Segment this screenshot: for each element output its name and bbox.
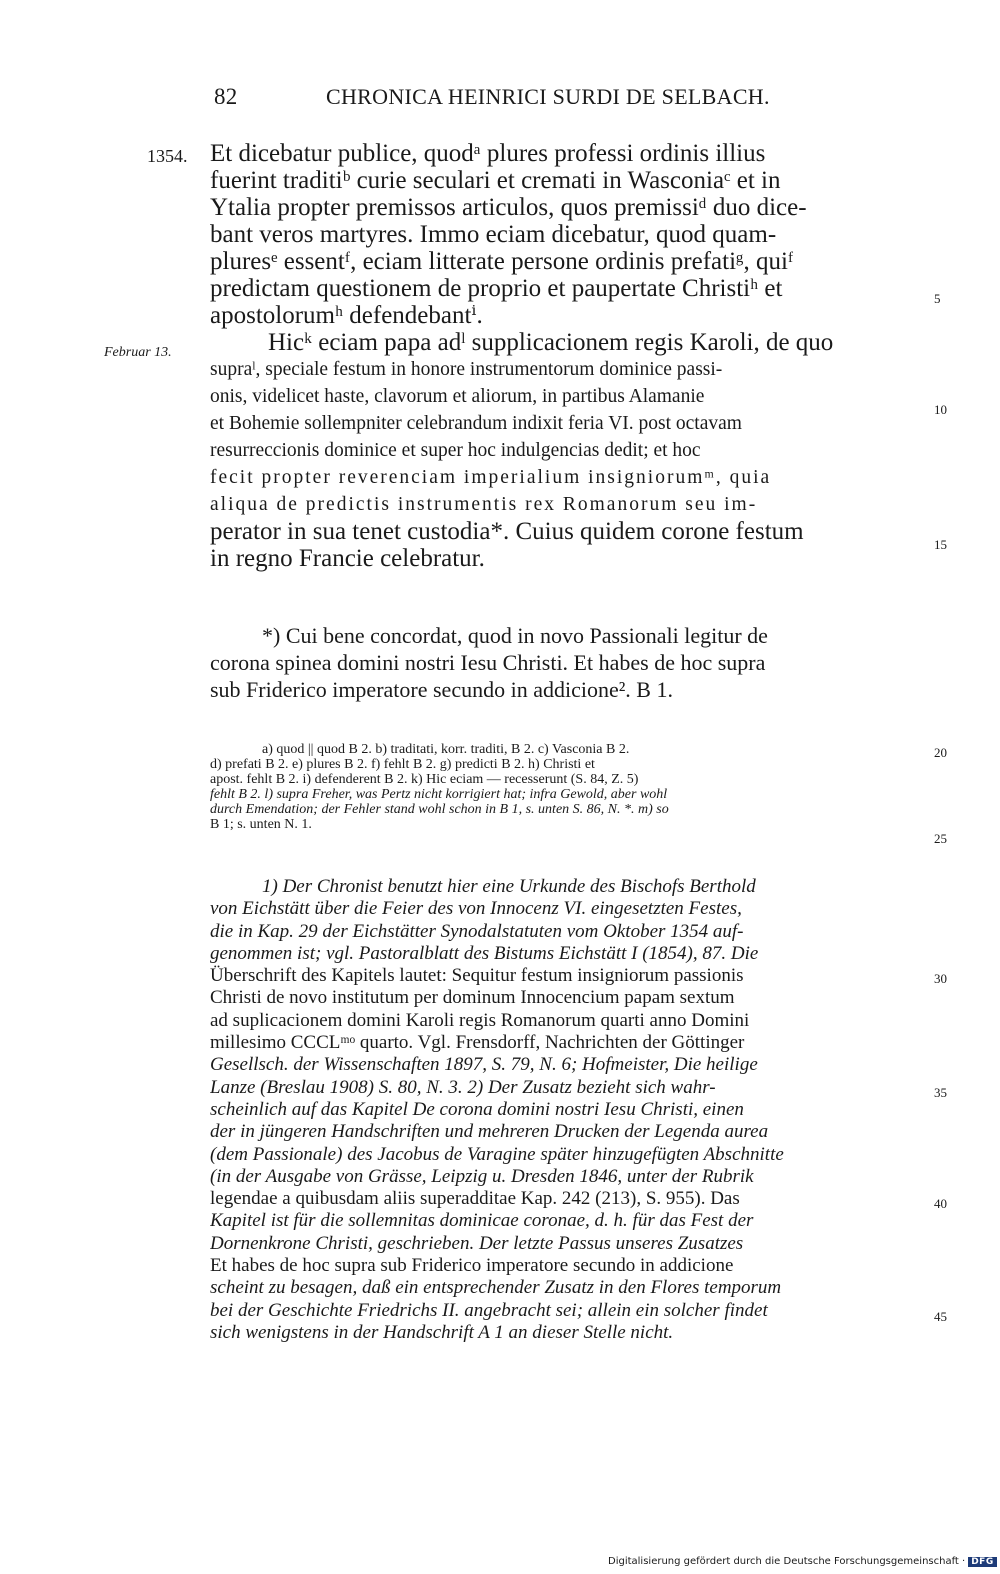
- text-line: et Bohemie sollempniter celebrandum indixit feria VI. post octavam: [210, 413, 742, 434]
- note-line: genommen ist; vgl. Pastoralblatt des Bistums Eichstätt I (1854), 87. Die: [210, 942, 759, 964]
- apparatus-line: d) prefati B 2. e) plures B 2. f) fehlt B 2. g) predicti B 2. h) Christi et: [210, 757, 595, 772]
- text-line: predictam questionem de proprio et paupertate Christiʰ et: [210, 275, 783, 302]
- line-number: 45: [934, 1309, 947, 1324]
- apparatus-line: durch Emendation; der Fehler stand wohl schon in B 1, s. unten S. 86, N. *. m) so: [210, 802, 669, 817]
- running-title: CHRONICA HEINRICI SURDI DE SELBACH.: [326, 84, 770, 109]
- note-line: von Eichstätt über die Feier des von Innocenz VI. eingesetzten Festes,: [210, 898, 742, 920]
- note-line: Christi de novo institutum per dominum Innocencium papam sextum: [210, 987, 735, 1009]
- note-line: Lanze (Breslau 1908) S. 80, N. 3. 2) Der Zusatz bezieht sich wahr-: [210, 1076, 716, 1098]
- line-number: 5: [934, 291, 941, 306]
- line-number: 30: [934, 971, 947, 986]
- note-line: 1) Der Chronist benutzt hier eine Urkunde des Bischofs Berthold: [262, 876, 756, 897]
- line-number: 25: [934, 831, 947, 846]
- addition-line: sub Friderico imperatore secundo in addicione². B 1.: [210, 677, 673, 702]
- note-line: Dornenkrone Christi, geschrieben. Der letzte Passus unseres Zusatzes: [210, 1232, 744, 1254]
- digitization-credit: [608, 1556, 997, 1567]
- note-line: Kapitel ist für die sollemnitas dominicae coronae, d. h. für das Fest der: [210, 1210, 754, 1232]
- note-line: ad suplicacionem domini Karoli regis Romanorum quarti anno Domini: [210, 1009, 750, 1031]
- line-number: 35: [934, 1085, 947, 1100]
- text-line: aliqua de predictis instrumentis rex Romanorum seu im-: [210, 494, 758, 515]
- note-line: die in Kap. 29 der Eichstätter Synodalstatuten vom Oktober 1354 auf-: [210, 920, 744, 942]
- text-line: supraˡ, speciale festum in honore instrumentorum dominice passi-: [210, 359, 723, 380]
- note-line: Et habes de hoc supra sub Friderico imperatore secundo in addicione: [210, 1255, 734, 1277]
- note-line: legendae a quibusdam aliis superadditae Kap. 242 (213), S. 955). Das: [210, 1188, 740, 1210]
- commentary-notes: [210, 876, 922, 1344]
- addition-line: *) Cui bene concordat, quod in novo Passionali legitur de: [262, 623, 768, 648]
- text-line: fuerint traditiᵇ curie seculari et cremati in Wasconiaᶜ et in: [210, 167, 781, 194]
- text-line: bant veros martyres. Immo eciam dicebatur, quod quam-: [210, 221, 777, 248]
- note-line: (in der Ausgabe von Grässe, Leipzig u. Dresden 1846, unter der Rubrik: [210, 1165, 754, 1187]
- critical-apparatus: [210, 742, 922, 832]
- text-line: in regno Francie celebratur.: [210, 545, 485, 572]
- addition-text: [210, 622, 922, 703]
- text-line: pluresᵉ essentᶠ, eciam litterate persone ordinis prefatiᵍ, quiᶠ: [210, 248, 794, 275]
- apparatus-line: a) quod || quod B 2. b) traditati, korr. traditi, B 2. c) Vasconia B 2.: [262, 742, 630, 757]
- apparatus-line: apost. fehlt B 2. i) defenderent B 2. k) Hic eciam — recesserunt (S. 84, Z. 5): [210, 772, 639, 787]
- credit-text: Digitalisierung gefördert durch die Deutsche Forschungsgemeinschaft ·: [608, 1556, 966, 1567]
- note-line: scheinlich auf das Kapitel De corona domini nostri Iesu Christi, einen: [210, 1098, 744, 1120]
- text-line: Ytalia propter premissos articulos, quos premissiᵈ duo dice-: [210, 194, 807, 221]
- text-line: fecit propter reverenciam imperialium insigniorumᵐ, quia: [210, 467, 772, 488]
- page-number: 82: [214, 84, 238, 109]
- note-line: scheint zu besagen, daß ein entsprechender Zusatz in den Flores temporum: [210, 1277, 782, 1299]
- main-text: [210, 140, 922, 572]
- line-number: 15: [934, 537, 947, 552]
- note-line: Gesellsch. der Wissenschaften 1897, S. 79, N. 6; Hofmeister, Die heilige: [210, 1054, 758, 1076]
- apparatus-line: B 1; s. unten N. 1.: [210, 817, 312, 832]
- note-line: sich wenigstens in der Handschrift A 1 an dieser Stelle nicht.: [210, 1321, 674, 1343]
- text-line: apostolorumʰ defendebantⁱ.: [210, 302, 483, 329]
- dfg-logo: DFG: [968, 1557, 997, 1567]
- note-line: bei der Geschichte Friedrichs II. angebracht sei; allein ein solcher findet: [210, 1299, 768, 1321]
- note-line: (dem Passionale) des Jacobus de Varagine später hinzugefügten Abschnitte: [210, 1143, 784, 1165]
- note-line: der in jüngeren Handschriften und mehreren Drucken der Legenda aurea: [210, 1121, 769, 1143]
- text-line: onis, videlicet haste, clavorum et aliorum, in partibus Alamanie: [210, 386, 705, 407]
- line-number: 10: [934, 402, 947, 417]
- line-number: 40: [934, 1196, 947, 1211]
- addition-line: corona spinea domini nostri Iesu Christi. Et habes de hoc supra: [210, 650, 766, 675]
- line-number: 20: [934, 745, 947, 760]
- margin-year: 1354.: [147, 146, 188, 166]
- note-line: Überschrift des Kapitels lautet: Sequitur festum insigniorum passionis: [210, 965, 744, 987]
- apparatus-line: fehlt B 2. l) supra Freher, was Pertz nicht korrigiert hat; infra Gewold, aber wohl: [210, 787, 668, 802]
- text-line: perator in sua tenet custodia*. Cuius quidem corone festum: [210, 518, 804, 545]
- note-line: millesimo CCCLᵐᵒ quarto. Vgl. Frensdorff, Nachrichten der Göttinger: [210, 1032, 745, 1054]
- margin-date: Februar 13.: [104, 345, 172, 360]
- text-line: Et dicebatur publice, quodᵃ plures professi ordinis illius: [210, 140, 766, 167]
- text-line: Hicᵏ eciam papa adˡ supplicacionem regis Karoli, de quo: [268, 329, 834, 356]
- text-line: resurreccionis dominice et super hoc indulgencias dedit; et hoc: [210, 440, 701, 461]
